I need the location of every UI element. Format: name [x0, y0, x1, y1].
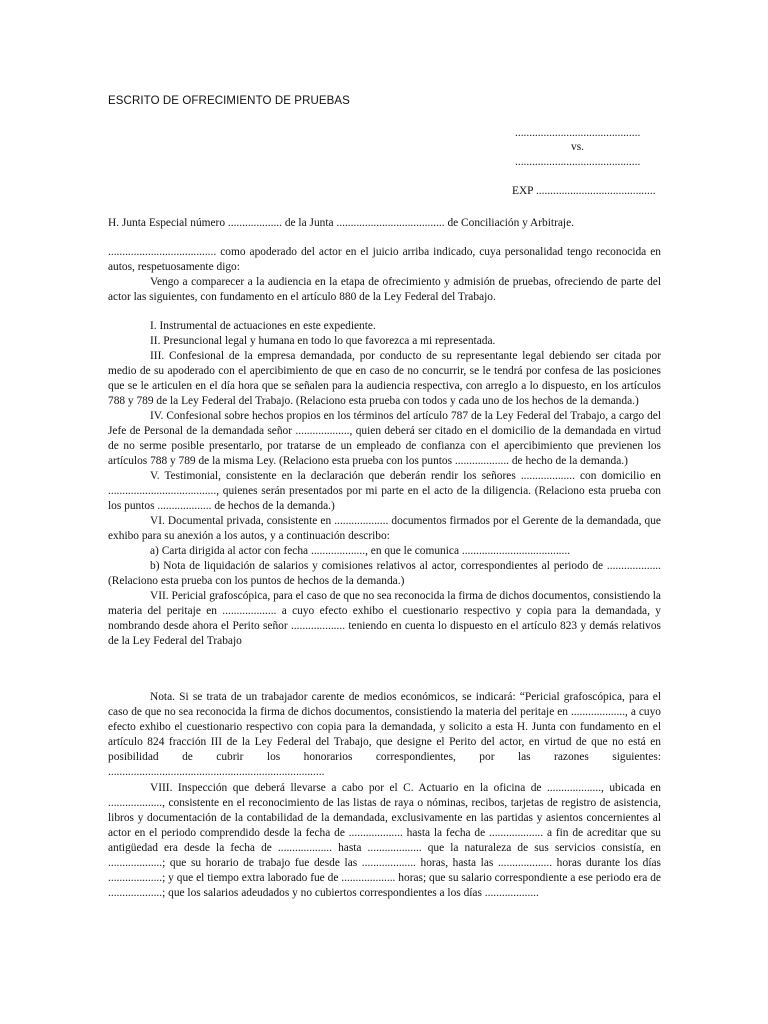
intro-paragraph: ...................................... como apoderado del actor en el juicio arriba indicado, cuya personalidad tengo reconocida en autos, respetuosamente digo:: [108, 246, 661, 273]
evidence-list: [108, 319, 661, 649]
party-blank-2: ............................................: [515, 156, 641, 168]
vs-label: vs.: [571, 141, 584, 153]
party-blank-1: ............................................: [515, 127, 641, 139]
evidence-vi-b: b) Nota de liquidación de salarios y comisiones relativos al actor, correspondientes al periodo de ................... (Relaciono esta prueba con los puntos de hechos de la demanda.): [108, 560, 661, 587]
junta-line: H. Junta Especial número ................... de la Junta ...................................... de Conciliación y Arbitraje.: [108, 217, 574, 229]
evidence-i: I. Instrumental de actuaciones en este expediente.: [150, 320, 376, 332]
evidence-vii: VII. Pericial grafoscópica, para el caso de que no sea reconocida la firma de dichos documentos, consistiendo la materia del peritaje en ................... a cuyo efecto exhibo el cuestionario respectivo y copia para la demandada, y nombrando desde ahora el Perito señor ................... teniendo en cuenta lo dispuesto en el artículo 823 y demás relativos de la Ley Federal del Trabajo: [108, 590, 661, 647]
evidence-iii: III. Confesional de la empresa demandada, por conducto de su representante legal debiendo ser citada por medio de su apoderado con el apercibimiento de que en caso de no concurrir, se le tendrá por confesa de las posiciones que se le articulen en el día hora que se señalen para la audiencia respectiva, con arreglo a lo dispuesto, en los artículos 788 y 789 de la Ley Federal del Trabajo. (Relaciono esta prueba con todos y cada uno de los hechos de la demanda.): [108, 350, 661, 407]
document-title: ESCRITO DE OFRECIMIENTO DE PRUEBAS: [108, 95, 350, 107]
offer-paragraph: Vengo a comparecer a la audiencia en la etapa de ofrecimiento y admisión de pruebas, ofreciendo de parte del actor las siguientes, con fundamento en el artículo 880 de la Ley Federal del Trabajo.: [108, 276, 661, 303]
expediente-label: EXP ..........................................: [512, 185, 656, 197]
evidence-viii: VIII. Inspección que deberá llevarse a cabo por el C. Actuario en la oficina de ..................., ubicada en ..................., consistente en el reconocimiento de las listas de raya o nóminas, recibos, tarjetas de registro de asistencia, libros y documentación de la contabilidad de la demandada, exclusivamente en las partidas y asientos concernientes al actor en el periodo comprendido desde la fecha de ................... hasta la fecha de ................... a fin de acreditar que su antigüedad era desde la fecha de ................... hasta ................... que la naturaleza de sus servicios consistía, en ...................; que su horario de trabajo fue desde las ................... horas, hasta las ................... horas durante los días ...................; y que el tiempo extra laborado fue de ................... horas; que su salario correspondiente a ese periodo era de ...................; que los salarios adeudados y no cubiertos correspondientes a los días ...................: [108, 782, 661, 899]
evidence-ii: II. Presuncional legal y humana en todo lo que favorezca a mi representada.: [150, 335, 496, 347]
evidence-v: V. Testimonial, consistente en la declaración que deberán rendir los señores ................... con domicilio en ......................................, quienes serán presentados por mi parte en el acto de la diligencia. (Relaciono esta prueba con los puntos ................... de hechos de la demanda.): [108, 470, 661, 512]
evidence-vi-a: a) Carta dirigida al actor con fecha ..................., en que le comunica ......................................: [150, 545, 571, 557]
evidence-iv: IV. Confesional sobre hechos propios en los términos del artículo 787 de la Ley Federal del Trabajo, a cargo del Jefe de Personal de la demandada señor ..................., quien deberá ser citado en el domicilio de la demandada en virtud de no serme posible presentarlo, por tratarse de un empleado de confianza con el apercibimiento que previenen los artículos 788 y 789 de la misma Ley. (Relaciono esta prueba con los puntos ................... de hecho de la demanda.): [108, 410, 661, 467]
evidence-vi: VI. Documental privada, consistente en ................... documentos firmados por el Gerente de la demandada, que exhibo para su anexión a los autos, y a continuación describo:: [108, 515, 661, 542]
nota-paragraph: Nota. Si se trata de un trabajador carente de medios económicos, se indicará: “Pericial grafoscópica, para el caso de que no sea reconocida la firma de dichos documentos, consistiendo la materia del peritaje en ..................., a cuyo efecto exhibo el cuestionario respectivo con copia para la demandada, y solicito a esta H. Junta con fundamento en el artículo 824 fracción III de la Ley Federal del Trabajo, que designe el Perito del actor, en virtud de que no está en posibilidad de cubrir los honorarios correspondientes, por las razones siguientes: ............................................................................: [108, 691, 661, 778]
